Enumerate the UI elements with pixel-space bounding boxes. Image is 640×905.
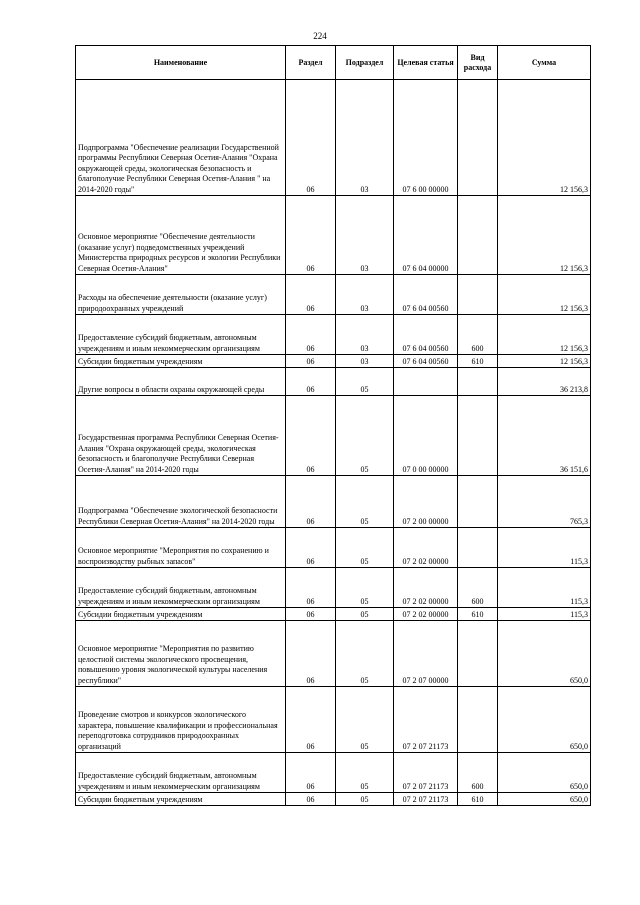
row-amount: 765,3 [498,476,591,528]
row-amount: 650,0 [498,621,591,687]
header-target: Целевая статья [394,46,458,80]
row-amount: 12 156,3 [498,80,591,196]
row-target: 07 2 07 21173 [394,793,458,806]
table-row [76,196,591,275]
row-target: 07 6 04 00560 [394,315,458,355]
row-subsection: 05 [336,687,394,753]
table-row [76,275,591,315]
row-type: 610 [458,355,498,368]
row-target: 07 2 07 00000 [394,621,458,687]
row-target: 07 2 00 00000 [394,476,458,528]
header-name: Наименование [76,46,286,80]
table-row [76,687,591,753]
table-row [76,753,591,793]
table-row [76,608,591,621]
row-type [458,396,498,476]
row-amount: 115,3 [498,608,591,621]
row-subsection: 05 [336,608,394,621]
row-amount: 12 156,3 [498,355,591,368]
row-target: 07 6 04 00560 [394,355,458,368]
row-subsection: 03 [336,196,394,275]
row-section: 06 [286,476,336,528]
row-section: 06 [286,368,336,396]
row-section: 06 [286,528,336,568]
table-row [76,528,591,568]
row-section: 06 [286,196,336,275]
table-row [76,396,591,476]
table-row [76,80,591,196]
row-subsection: 05 [336,476,394,528]
row-target: 07 2 02 00000 [394,528,458,568]
row-target: 07 0 00 00000 [394,396,458,476]
row-subsection: 03 [336,80,394,196]
row-subsection: 05 [336,396,394,476]
row-amount: 650,0 [498,753,591,793]
row-target: 07 2 07 21173 [394,687,458,753]
row-type: 610 [458,608,498,621]
row-type [458,476,498,528]
budget-table [75,45,591,806]
row-type [458,368,498,396]
row-section: 06 [286,355,336,368]
row-type: 600 [458,315,498,355]
header-section: Раздел [286,46,336,80]
row-name: Расходы на обеспечение деятельности (оказание услуг) природоохранных учреждений [76,275,286,315]
row-type [458,621,498,687]
row-subsection: 05 [336,528,394,568]
row-section: 06 [286,80,336,196]
row-amount: 12 156,3 [498,196,591,275]
table-row [76,368,591,396]
row-type [458,80,498,196]
row-name: Предоставление субсидий бюджетным, автономным учреждениям и иным некоммерческим организациям [76,315,286,355]
table-row [76,476,591,528]
row-section: 06 [286,396,336,476]
table-row [76,315,591,355]
row-type: 600 [458,568,498,608]
table-row [76,621,591,687]
row-name: Другие вопросы в области охраны окружающей среды [76,368,286,396]
row-type [458,196,498,275]
row-subsection: 05 [336,793,394,806]
row-amount: 12 156,3 [498,315,591,355]
table-row [76,568,591,608]
row-type: 610 [458,793,498,806]
row-name: Основное мероприятие "Обеспечение деятельности (оказание услуг) подведомственных учреждений Министерства природных ресурсов и экологии Республики Северная Осетия-Алания" [76,196,286,275]
row-name: Предоставление субсидий бюджетным, автономным учреждениям и иным некоммерческим организациям [76,568,286,608]
row-subsection: 05 [336,621,394,687]
table-row [76,355,591,368]
row-name: Субсидии бюджетным учреждениям [76,355,286,368]
table-row [76,793,591,806]
row-subsection: 05 [336,753,394,793]
row-section: 06 [286,608,336,621]
row-target: 07 6 04 00560 [394,275,458,315]
row-type: 600 [458,753,498,793]
row-name: Подпрограмма "Обеспечение реализации Государственной программы Республики Северная Осетия-Алания "Охрана окружающей среды, экологическая безопасность и благополучие Республики Северная Осетия-Алания " на 2014-2020 годы" [76,80,286,196]
row-subsection: 05 [336,568,394,608]
row-target: 07 2 07 21173 [394,753,458,793]
row-amount: 115,3 [498,568,591,608]
row-subsection: 03 [336,275,394,315]
header-subsection: Подраздел [336,46,394,80]
row-subsection: 03 [336,355,394,368]
row-target: 07 2 02 00000 [394,568,458,608]
row-section: 06 [286,315,336,355]
row-name: Подпрограмма "Обеспечение экологической безопасности Республики Северная Осетия-Алания" на 2014-2020 годы [76,476,286,528]
row-target [394,368,458,396]
row-name: Основное мероприятие "Мероприятия по развитию целостной системы экологического просвещения, повышению уровня экологической культуры населения республики" [76,621,286,687]
row-section: 06 [286,687,336,753]
page-number: 224 [313,31,327,41]
header-amount: Сумма [498,46,591,80]
row-name: Основное мероприятие "Мероприятия по сохранению и воспроизводству рыбных запасов" [76,528,286,568]
row-section: 06 [286,793,336,806]
row-name: Проведение смотров и конкурсов экологического характера, повышение квалификации и профессиональная переподготовка сотрудников природоохранных организаций [76,687,286,753]
row-target: 07 2 02 00000 [394,608,458,621]
row-subsection: 03 [336,315,394,355]
row-amount: 12 156,3 [498,275,591,315]
row-name: Предоставление субсидий бюджетным, автономным учреждениям и иным некоммерческим организациям [76,753,286,793]
row-name: Субсидии бюджетным учреждениям [76,608,286,621]
row-section: 06 [286,753,336,793]
table-header-row [76,46,591,80]
row-name: Субсидии бюджетным учреждениям [76,793,286,806]
row-amount: 650,0 [498,793,591,806]
row-target: 07 6 00 00000 [394,80,458,196]
row-amount: 650,0 [498,687,591,753]
header-expense-type: Вид расхода [458,46,498,80]
row-amount: 36 151,6 [498,396,591,476]
row-section: 06 [286,275,336,315]
row-type [458,275,498,315]
row-amount: 115,3 [498,528,591,568]
row-amount: 36 213,8 [498,368,591,396]
row-subsection: 05 [336,368,394,396]
row-section: 06 [286,568,336,608]
row-name: Государственная программа Республики Северная Осетия-Алания "Охрана окружающей среды, экологическая безопасность и благополучие Республики Северная Осетия-Алания" на 2014-2020 годы [76,396,286,476]
row-type [458,687,498,753]
row-target: 07 6 04 00000 [394,196,458,275]
row-section: 06 [286,621,336,687]
row-type [458,528,498,568]
